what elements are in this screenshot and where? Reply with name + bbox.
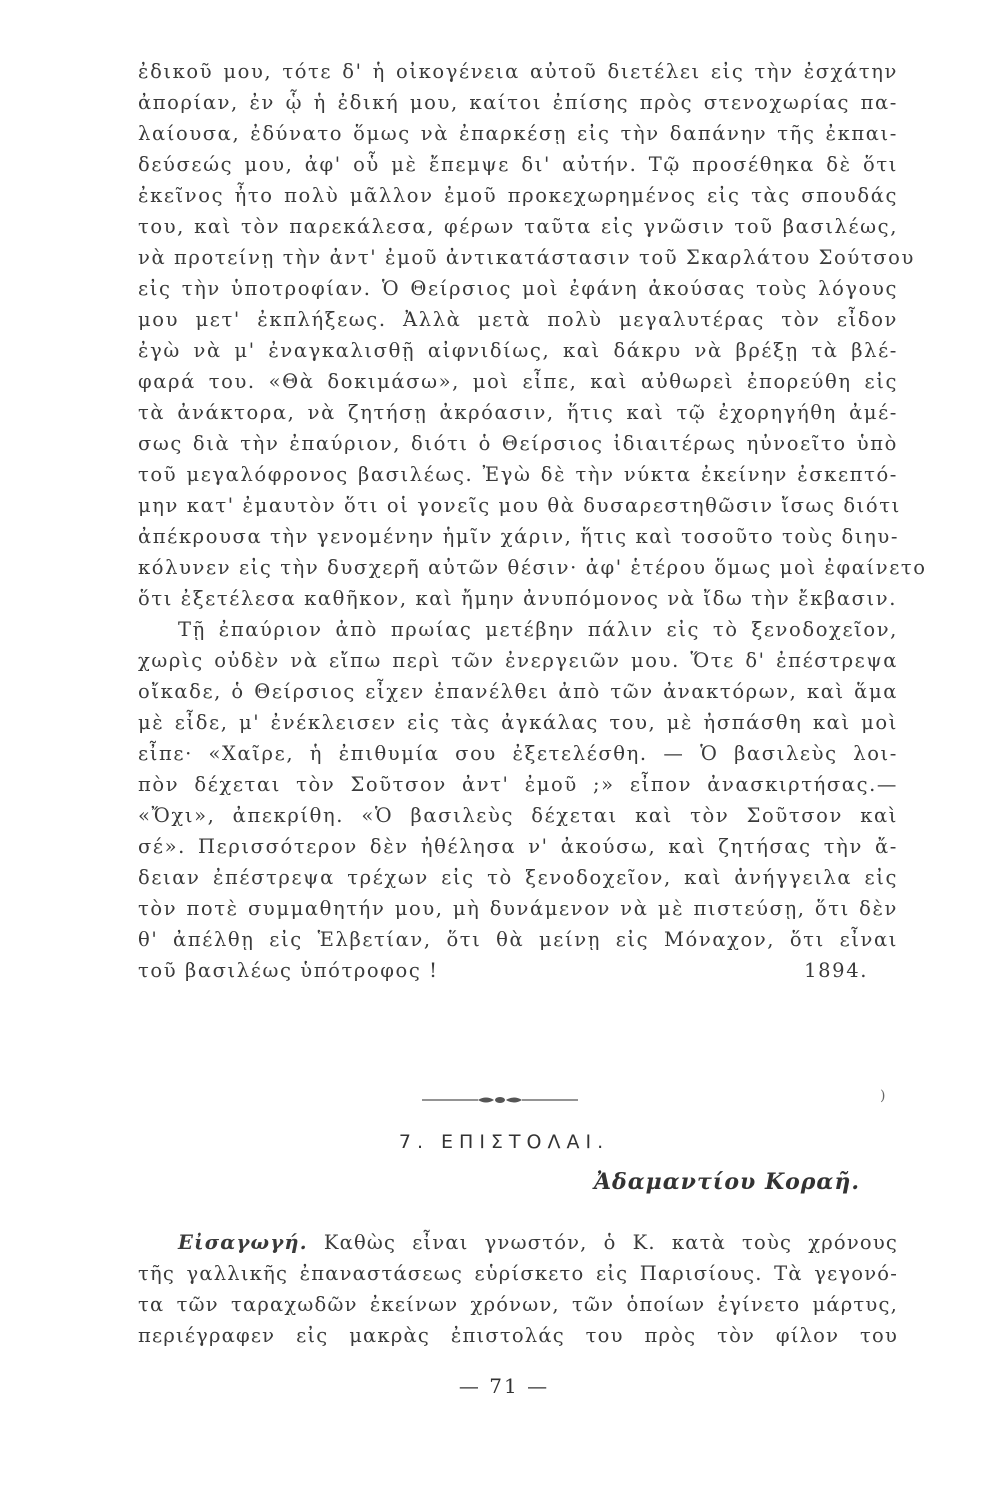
text-line: ὅτι ἐξετέλεσα καθῆκον, καὶ ἤμην ἀνυπόμονος νὰ ἴδω τὴν ἔκβασιν. — [138, 587, 898, 610]
text-line: νὰ προτείνῃ τὴν ἀντ' ἐμοῦ ἀντικατάστασιν τοῦ Σκαρλάτου Σούτσου — [138, 246, 915, 269]
text-line: κόλυνεν εἰς τὴν δυσχερῆ αὐτῶν θέσιν· ἀφ' ἑτέρου ὅμως μοὶ ἐφαίνετο — [138, 556, 927, 579]
text-line: σέ». Περισσότερον δὲν ἠθέλησα ν' ἀκούσω, καὶ ζητήσας τὴν ἄ- — [138, 835, 898, 858]
text-line: τοῦ βασιλέως ὑπότροφος ! — [138, 959, 439, 982]
section-title: 7. ΕΠΙΣΤΟΛΑΙ. — [398, 1131, 610, 1153]
text-line: τα τῶν ταραχωδῶν ἐκείνων χρόνων, τῶν ὁποίων ἐγίνετο μάρτυς, — [138, 1293, 898, 1316]
text-line: σως διὰ τὴν ἐπαύριον, διότι ὁ Θείρσιος ἰδιαιτέρως ηὐνοεῖτο ὑπὸ — [138, 432, 898, 455]
text-line: τὸν ποτὲ συμμαθητήν μου, μὴ δυνάμενον νὰ μὲ πιστεύσῃ, ὅτι δὲν — [138, 897, 898, 920]
text-line: ἐγὼ νὰ μ' ἐναγκαλισθῇ αἰφνιδίως, καὶ δάκρυ νὰ βρέξῃ τὰ βλέ- — [138, 339, 898, 362]
narrative-text — [138, 56, 927, 986]
page-number: — 71 — — [458, 1374, 550, 1398]
text-line: τῆς γαλλικῆς ἐπαναστάσεως εὑρίσκετο εἰς Παρισίους. Τὰ γεγονό- — [138, 1262, 898, 1285]
text-line: εἶπε· «Χαῖρε, ἡ ἐπιθυμία σου ἐξετελέσθη. — Ὁ βασιλεὺς λοι- — [138, 742, 898, 765]
text-line: οἴκαδε, ὁ Θείρσιος εἶχεν ἐπανέλθει ἀπὸ τῶν ἀνακτόρων, καὶ ἅμα — [138, 680, 898, 703]
text-line: μην κατ' ἐμαυτὸν ὅτι οἱ γονεῖς μου θὰ δυσαρεστηθῶσιν ἴσως διότι — [138, 494, 901, 517]
introduction-heading: Εἰσαγωγή. — [178, 1231, 308, 1254]
text-line: «Ὄχι», ἀπεκρίθη. «Ὁ βασιλεὺς δέχεται καὶ τὸν Σοῦτσον καὶ — [138, 804, 898, 827]
text-line: θ' ἀπέλθῃ εἰς Ἑλβετίαν, ὅτι θὰ μείνῃ εἰς Μόναχον, ὅτι εἶναι — [138, 928, 898, 951]
text-line: τὰ ἀνάκτορα, νὰ ζητήσῃ ἀκρόασιν, ἥτις καὶ τῷ ἐχορηγήθη ἀμέ- — [138, 401, 898, 424]
text-line: ἐδικοῦ μου, τότε δ' ἡ οἰκογένεια αὐτοῦ διετέλει εἰς τὴν ἐσχάτην — [138, 60, 898, 83]
text-line: μου μετ' ἐκπλήξεως. Ἀλλὰ μετὰ πολὺ μεγαλυτέρας τὸν εἶδον — [138, 308, 898, 331]
text-line: Τῇ ἐπαύριον ἀπὸ πρωίας μετέβην πάλιν εἰς τὸ ξενοδοχεῖον, — [178, 618, 898, 641]
text-line: τοῦ μεγαλόφρονος βασιλέως. Ἐγὼ δὲ τὴν νύκτα ἐκείνην ἐσκεπτό- — [138, 463, 898, 486]
text-line: πὸν δέχεται τὸν Σοῦτσον ἀντ' ἐμοῦ ;» εἶπον ἀνασκιρτήσας.— — [138, 773, 898, 796]
text-line-with-date — [138, 955, 898, 986]
text-line: φαρά του. «Θὰ δοκιμάσω», μοὶ εἶπε, καὶ αὐθωρεὶ ἐπορεύθη εἰς — [138, 370, 898, 393]
text-line-with-heading — [138, 1227, 898, 1258]
stray-mark: ) — [880, 1088, 886, 1104]
text-line: δειαν ἐπέστρεψα τρέχων εἰς τὸ ξενοδοχεῖον, καὶ ἀνήγγειλα εἰς — [138, 866, 898, 889]
introduction-text — [138, 1227, 898, 1351]
text-line: δεύσεώς μου, ἀφ' οὗ μὲ ἔπεμψε δι' αὐτήν. Τῷ προσέθηκα δὲ ὅτι — [138, 153, 898, 176]
text-line: εἰς τὴν ὑποτροφίαν. Ὁ Θείρσιος μοὶ ἐφάνη ἀκούσας τοὺς λόγους — [138, 277, 898, 300]
text-line: λαίουσα, ἐδύνατο ὅμως νὰ ἐπαρκέσῃ εἰς τὴν δαπάνην τῆς ἐκπαι- — [138, 122, 898, 145]
section-divider-ornament — [420, 1092, 580, 1108]
text-line: χωρὶς οὐδὲν νὰ εἴπω περὶ τῶν ἐνεργειῶν μου. Ὅτε δ' ἐπέστρεψα — [138, 649, 898, 672]
text-line: Καθὼς εἶναι γνωστόν, ὁ Κ. κατὰ τοὺς χρόνους — [323, 1231, 899, 1254]
author-name: Ἀδαμαντίου Κοραῆ. — [593, 1169, 860, 1195]
text-line: ἀπέκρουσα τὴν γενομένην ἡμῖν χάριν, ἥτις καὶ τοσοῦτο τοὺς διηυ- — [138, 525, 900, 548]
text-line: ἀπορίαν, ἐν ᾧ ἡ ἐδική μου, καίτοι ἐπίσης πρὸς στενοχωρίας πα- — [138, 91, 898, 114]
text-line: του, καὶ τὸν παρεκάλεσα, φέρων ταῦτα εἰς γνῶσιν τοῦ βασιλέως, — [138, 215, 898, 238]
text-line: ἐκεῖνος ἦτο πολὺ μᾶλλον ἐμοῦ προκεχωρημένος εἰς τὰς σπουδάς — [138, 184, 898, 207]
text-line: μὲ εἶδε, μ' ἐνέκλεισεν εἰς τὰς ἀγκάλας του, μὲ ἠσπάσθη καὶ μοὶ — [138, 711, 898, 734]
year-date: 1894. — [804, 959, 868, 982]
text-line: περιέγραφεν εἰς μακρὰς ἐπιστολάς του πρὸς τὸν φίλον του — [138, 1324, 898, 1347]
